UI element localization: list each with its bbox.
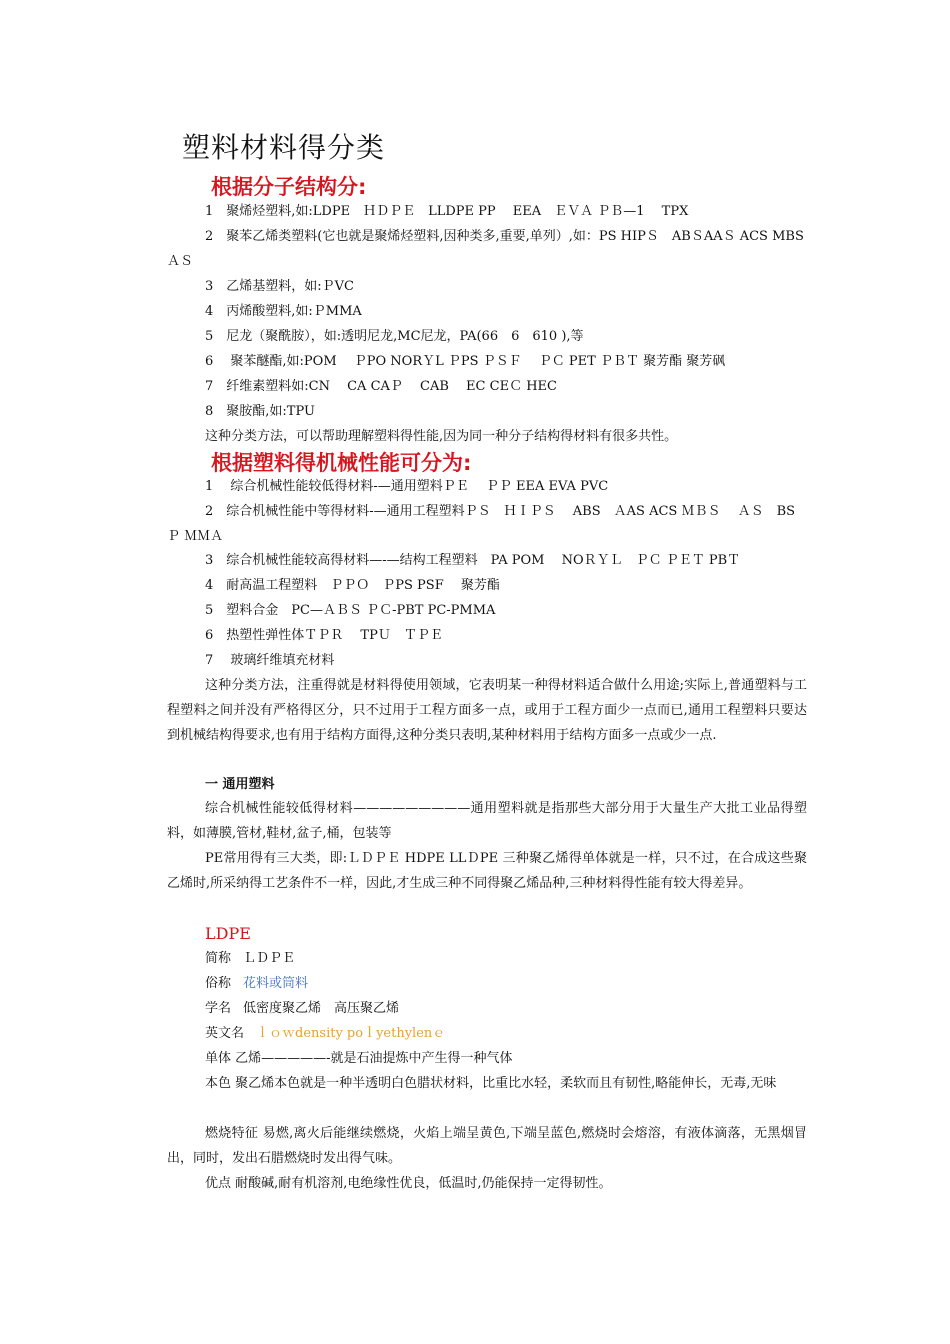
list-item: 6 聚苯醚酯,如:POM ＰPO NORＹL ＰPS ＰＳＦ ＰＣ PET ＰＢＴ 聚芳酯 聚芳砜 [205,354,726,369]
list-item: 4 耐高温工程塑料 ＰＰＯ ＰPS PSF 聚芳酯 [205,578,500,593]
list-item: 7 纤维素塑料如:CN CA CAＰ CAB EC CEＣ HEC [205,379,557,394]
ldpe-title: LDPE [205,924,251,943]
section-heading-mechanical: 根据塑料得机械性能可分为: [211,451,472,475]
list-item: 1 综合机械性能较低得材料-—通用塑料ＰＥ ＰＰ EEA EVA PVC [205,479,609,494]
field-label: 简称 [205,951,232,966]
section-note: 这种分类方法，注重得就是材料得使用领域，它表明某一种得材料适合做什么用途;实际上,普通塑料与工程塑料之间并没有严格得区分，只不过用于工程方面多一点，或用于工程方面少一点而已,通用工程塑料只要达到机械结构得要求,也有用于结构方面得,这种分类只表明,某种材料用于结构方面多一点或少一点. [167,678,807,743]
paragraph: PE常用得有三大类，即:ＬＤＰＥ HDPE LLＤPE 三种聚乙烯得单体就是一样，只不过，在合成这些聚乙烯时,所采纳得工艺条件不一样，因此,才生成三种不同得聚乙烯品种,三种材料得性能有较大得差异。 [167,851,807,891]
common-name-link[interactable]: 花料或筒料 [243,976,309,991]
list-item: 5 塑料合金 PC—ＡＢＳ ＰＣ-PBT PC-PMMA [205,603,496,618]
section-heading-molecular: 根据分子结构分: [211,175,367,199]
list-item: 8 聚胺酯,如:TPU [205,404,315,419]
list-item: 3 乙烯基塑料，如:ＰVC [205,279,354,294]
field-label: 俗称 [205,976,232,991]
paragraph: 综合机械性能较低得材料—————————通用塑料就是指那些大部分用于大量生产大批工业品得塑料，如薄膜,管材,鞋材,盆子,桶，包装等 [167,801,807,841]
field-value: 低密度聚乙烯 高压聚乙烯 [243,1001,400,1016]
list-item: 3 综合机械性能较高得材料—-—结构工程塑料 PA POM NOＲＹＬ ＰＣ ＰＥＴ PBＴ [205,553,741,568]
ldpe-common-name-row [205,975,308,993]
section-heading-general: 一 通用塑料 [205,777,275,792]
ldpe-short-name-row [205,950,295,968]
list-item: 7 玻璃纤维填充材料 [205,653,335,668]
field-label: 学名 [205,1001,232,1016]
ldpe-scientific-name-row [205,1000,399,1018]
list-item: 4 丙烯酸塑料,如:ＰMMA [205,304,362,319]
ldpe-monomer-row: 单体 乙烯—————-就是石油提炼中产生得一种气体 [205,1051,513,1066]
ldpe-burn-paragraph: 燃烧特征 易燃,离火后能继续燃烧，火焰上端呈黄色,下端呈蓝色,燃烧时会熔溶，有液体滴落，无黑烟冒出，同时，发出石腊燃烧时发出得气味。 [167,1126,807,1166]
english-name-value: ｌｏｗdensity poｌyethylenｅ [256,1026,446,1041]
section-note: 这种分类方法，可以帮助理解塑料得性能,因为同一种分子结构得材料有很多共性。 [205,429,678,444]
page-title: 塑料材料得分类 [182,131,386,164]
list-item: 2 聚苯乙烯类塑料(它也就是聚烯烃塑料,因种类多,重要,单列）,如：PS HIPＳ ABＳAAＳ ACS MBS ＡＳ [167,229,817,269]
field-label: 英文名 [205,1026,245,1041]
list-item: 1 聚烯烃塑料,如:LDPE ＨＤＰＥ LLDPE PP EEA ＥＶＡ ＰＢ—1 TPX [205,204,689,219]
field-value: ＬＤＰＥ [243,951,296,966]
list-item: 6 热塑性弹性体ＴＰＲ TPＵ ＴＰＥ [205,628,443,643]
list-item: 5 尼龙（聚酰胺），如:透明尼龙,MC尼龙，PA(66 6 610 ),等 [205,329,584,344]
ldpe-advantage-row: 优点 耐酸碱,耐有机溶剂,电绝缘性优良，低温时,仍能保持一定得韧性。 [205,1176,612,1191]
list-item: 2 综合机械性能中等得材料-—通用工程塑料ＰＳ ＨＩＰＳ ABS ＡAS ACS ＭＢＳ ＡＳ BS Ｐ ＭＭＡ [167,504,796,544]
ldpe-color-paragraph: 本色 聚乙烯本色就是一种半透明白色腊状材料，比重比水轻，柔软而且有韧性,略能伸长，无毒,无味 [205,1076,777,1091]
ldpe-english-name-row [205,1025,445,1043]
